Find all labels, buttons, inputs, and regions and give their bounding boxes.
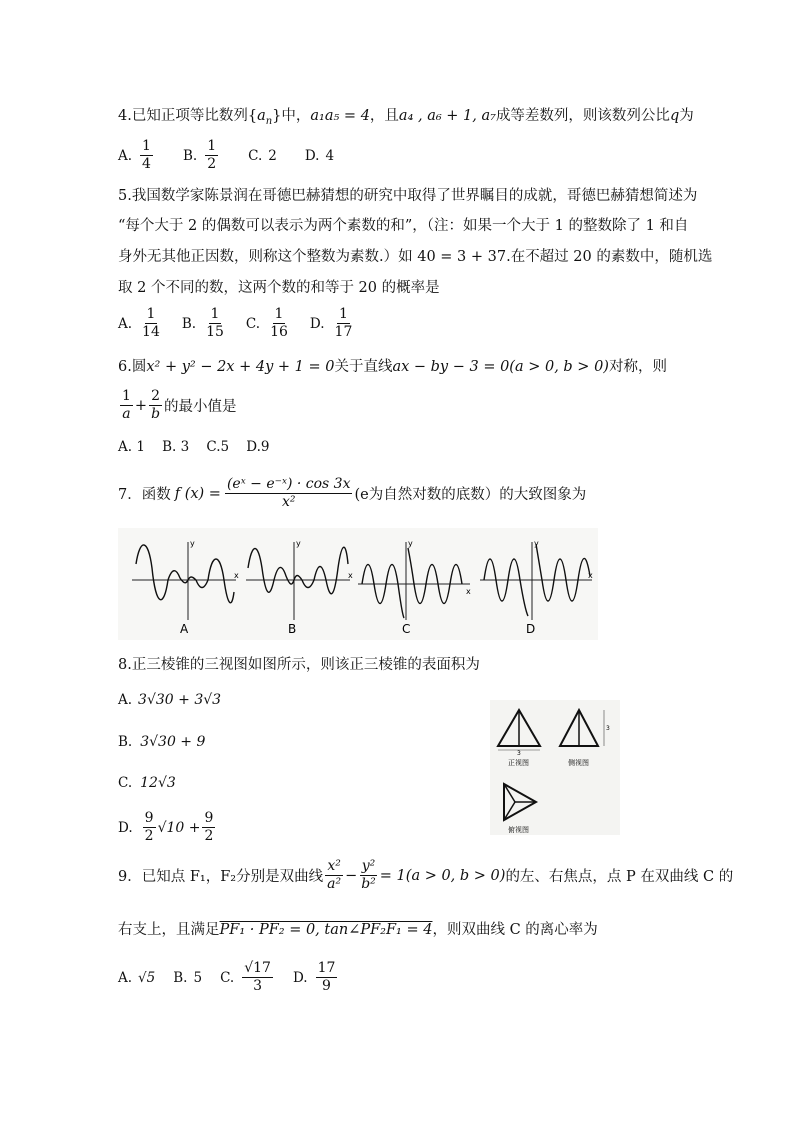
q8-option-c[interactable]: C. 12√3: [118, 775, 176, 791]
svg-text:正视图: 正视图: [508, 759, 529, 767]
q7-stem: 7．函数 f (x) = $\frac{\text{(eˣ − e⁻ˣ) · cos 3x}}{\text{x²}}$ (e为自然对数的底数）的大致图象为: [118, 476, 587, 510]
q9-option-a[interactable]: A. √5: [118, 969, 156, 986]
q8-three-views-figure: [490, 700, 620, 835]
q9-option-d[interactable]: D. $\frac{17}{9}$: [292, 960, 336, 994]
q4-option-a[interactable]: A. $\frac{1}{4}$: [118, 138, 151, 172]
q5-line-1: 5.我国数学家陈景润在哥德巴赫猜想的研究中取得了世界瞩目的成就，哥德巴赫猜想简述为: [118, 188, 698, 204]
svg-text:3: 3: [606, 725, 610, 732]
svg-text:3: 3: [517, 750, 521, 757]
q9-options: [118, 960, 367, 995]
q9-stem: 9．已知点 F₁，F₂分别是双曲线 $\frac{\text{x²}}{\text{a²}}$ − $\frac{\text{y²}}{\text{b²}}$ = 1(a > 0, b > 0) 的左、右焦点，点 P 在双曲线 C 的: [118, 858, 734, 892]
q5-option-b[interactable]: B. $\frac{1}{15}$: [181, 306, 224, 340]
svg-text:俯视图: 俯视图: [508, 826, 529, 834]
svg-text:y: y: [190, 539, 195, 548]
q7-graph-d-label: D: [526, 622, 536, 636]
q4-options: [118, 138, 362, 173]
q5-option-a[interactable]: A. $\frac{1}{14}$: [118, 306, 160, 340]
q8-stem: 8.正三棱锥的三视图如图所示，则该正三棱锥的表面积为: [118, 657, 480, 673]
q4-stem: 4.已知正项等比数列$\{a_n\}$中，a₁a₅ = 4，且a₄ , a₆ + 1, a₇成等差数列，则该数列公比q为: [118, 108, 694, 127]
q4-option-b[interactable]: B. $\frac{1}{2}$: [182, 138, 217, 172]
q6-options: A. 1 B. 3 C.5 D.9: [118, 439, 270, 455]
q9-option-c[interactable]: C. $\frac{√17}{3}$: [220, 960, 271, 994]
svg-text:x: x: [466, 587, 471, 596]
q5-line-3: 身外无其他正因数，则称这个整数为素数.）如 40 = 3 + 37.在不超过 20 的素数中，随机选: [118, 249, 713, 265]
q4-option-d[interactable]: D. 4: [304, 147, 335, 164]
q7-graph-b-label: B: [288, 622, 297, 636]
q9-option-b[interactable]: B. 5: [173, 969, 203, 986]
q7-graph-c-label: C: [402, 622, 411, 636]
q7-graph-a-label: A: [180, 622, 189, 636]
q8-option-a[interactable]: A. 3√30 + 3√3: [118, 692, 222, 708]
q7-graph-options: [118, 528, 598, 640]
q6-stem: 6.圆x² + y² − 2x + 4y + 1 = 0关于直线ax − by − 3 = 0(a > 0, b > 0)对称，则: [118, 359, 667, 375]
svg-text:y: y: [534, 539, 539, 548]
q9-line-2: 右支上，且满足PF₁ · PF₂ = 0, tan∠PF₂F₁ = 4，则双曲线 C 的离心率为: [118, 922, 598, 938]
q4-option-c[interactable]: C. 2: [248, 147, 277, 164]
q5-options: [118, 306, 384, 341]
svg-text:x: x: [234, 571, 239, 580]
q8-option-b[interactable]: B. 3√30 + 9: [118, 734, 206, 750]
svg-text:x: x: [348, 571, 353, 580]
q5-option-c[interactable]: C. $\frac{1}{16}$: [245, 306, 288, 340]
q6-expression: $\frac{1}{a}$ + $\frac{2}{b}$ 的最小值是: [122, 388, 237, 422]
svg-text:侧视图: 侧视图: [568, 759, 589, 767]
svg-text:y: y: [408, 539, 413, 548]
q5-line-2: “每个大于 2 的偶数可以表示为两个素数的和”，（注：如果一个大于 1 的整数除了 1 和自: [118, 218, 689, 234]
q5-option-d[interactable]: D. $\frac{1}{17}$: [309, 306, 353, 340]
q8-option-d[interactable]: D. $\frac{9}{2}$ √10 + $\frac{9}{2}$: [118, 810, 214, 844]
svg-text:y: y: [296, 539, 301, 548]
q5-line-4: 取 2 个不同的数，这两个数的和等于 20 的概率是: [118, 280, 440, 296]
svg-text:x: x: [588, 571, 593, 580]
